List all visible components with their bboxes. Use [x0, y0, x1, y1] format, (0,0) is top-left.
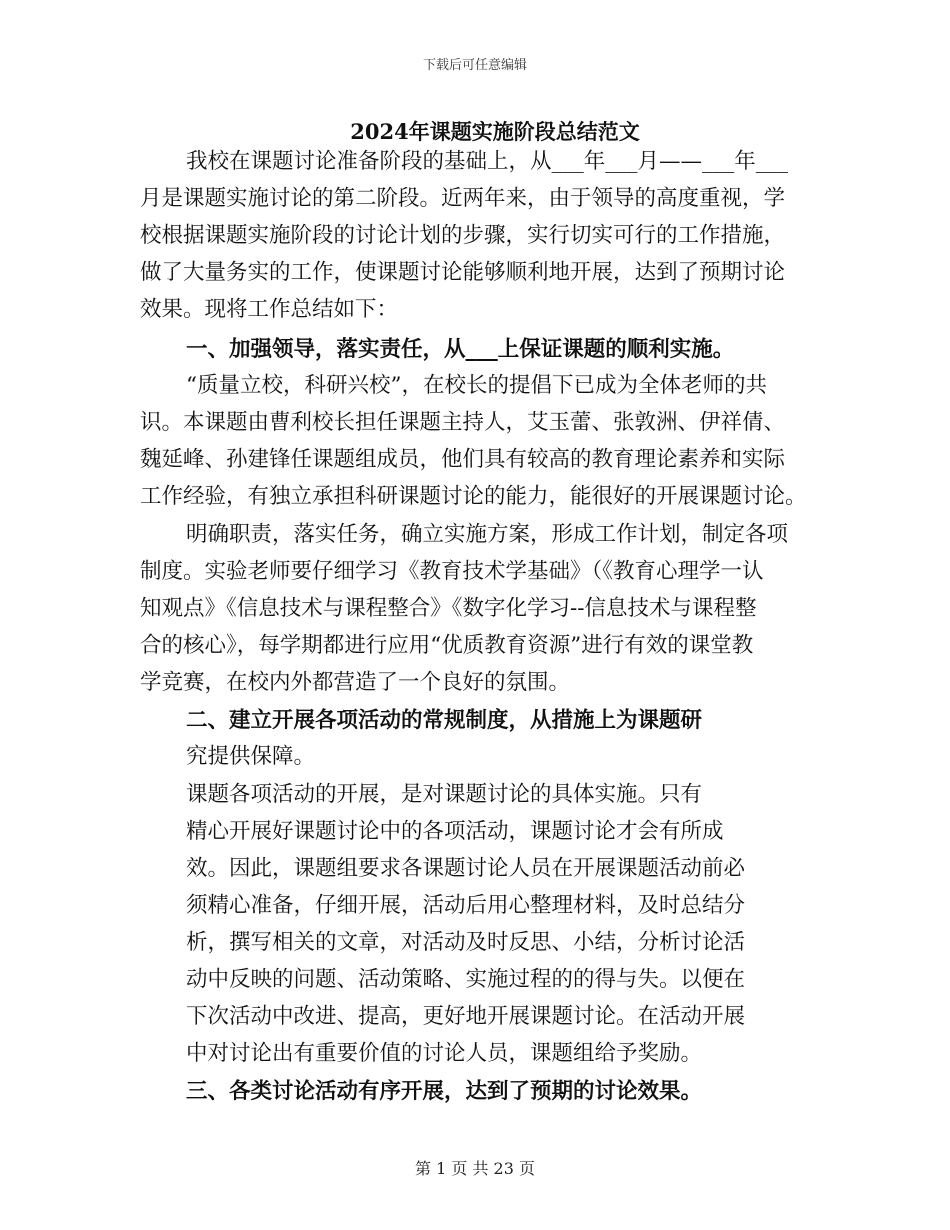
paragraph-line: 合的核心》，每学期都进行应用“优质教育资源”进行有效的课堂教 — [140, 633, 754, 658]
paragraph-line: 制度。实验老师要仔细学习《教育技术学基础》（《教育心理学一认 — [140, 559, 764, 584]
page-header: 下载后可任意编辑 — [422, 58, 527, 73]
section-heading-2: 二、建立开展各项活动的常规制度，从措施上为课题研 — [186, 708, 703, 733]
section-heading-3: 三、各类讨论活动有序开展，达到了预期的讨论效果。 — [186, 1079, 703, 1104]
paragraph-line: 中对讨论出有重要价值的讨论人员，课题组给予奖励。 — [186, 1041, 703, 1066]
page-number: 第 1 页 共 23 页 — [415, 1159, 535, 1178]
paragraph-line: 学竞赛，在校内外都营造了一个良好的氛围。 — [140, 670, 571, 695]
paragraph-line: 动中反映的问题、活动策略、实施过程的的得与失。以便在 — [186, 967, 746, 992]
paragraph-line: 究提供保障。 — [186, 744, 316, 769]
paragraph-line: 校根据课题实施阶段的讨论计划的步骤，实行切实可行的工作措施， — [140, 223, 786, 248]
paragraph-line: 月是课题实施讨论的第二阶段。近两年来，由于领导的高度重视，学 — [140, 186, 786, 211]
paragraph-line: 工作经验，有独立承担科研课题讨论的能力，能很好的开展课题讨论。 — [140, 484, 807, 509]
paragraph-line: 魏延峰、孙建锋任课题组成员，他们具有较高的教育理论素养和实际 — [140, 447, 786, 472]
paragraph-line: 课题各项活动的开展，是对课题讨论的具体实施。只有 — [186, 782, 703, 807]
paragraph-line: 知观点》《信息技术与课程整合》《数字化学习--信息技术与课程整 — [140, 596, 757, 621]
paragraph-line: 下次活动中改进、提高，更好地开展课题讨论。在活动开展 — [186, 1004, 746, 1029]
section-heading-1: 一、加强领导，落实责任，从___上保证课题的顺利实施。 — [186, 337, 735, 362]
paragraph-line: 效果。现将工作总结如下： — [140, 297, 399, 322]
paragraph-line: 效。因此，课题组要求各课题讨论人员在开展课题活动前必 — [186, 856, 746, 881]
paragraph-line: 析，撰写相关的文章，对活动及时反思、小结，分析讨论活 — [186, 930, 746, 955]
paragraph-line: 明确职责，落实任务，确立实施方案，形成工作计划，制定各项 — [186, 522, 789, 547]
document-title: 2024年课题实施阶段总结范文 — [350, 119, 640, 144]
paragraph-line: 我校在课题讨论准备阶段的基础上，从___年___月——___年___ — [186, 149, 789, 174]
paragraph-line: 须精心准备，仔细开展，活动后用心整理材料，及时总结分 — [186, 893, 746, 918]
paragraph-line: 做了大量务实的工作，使课题讨论能够顺利地开展，达到了预期讨论 — [140, 260, 786, 285]
paragraph-line: 精心开展好课题讨论中的各项活动，课题讨论才会有所成 — [186, 819, 724, 844]
paragraph-line: “质量立校，科研兴校”，在校长的提倡下已成为全体老师的共 — [186, 373, 767, 398]
paragraph-line: 识。本课题由曹利校长担任课题主持人，艾玉蕾、张敦洲、伊祥倩、 — [140, 410, 786, 435]
